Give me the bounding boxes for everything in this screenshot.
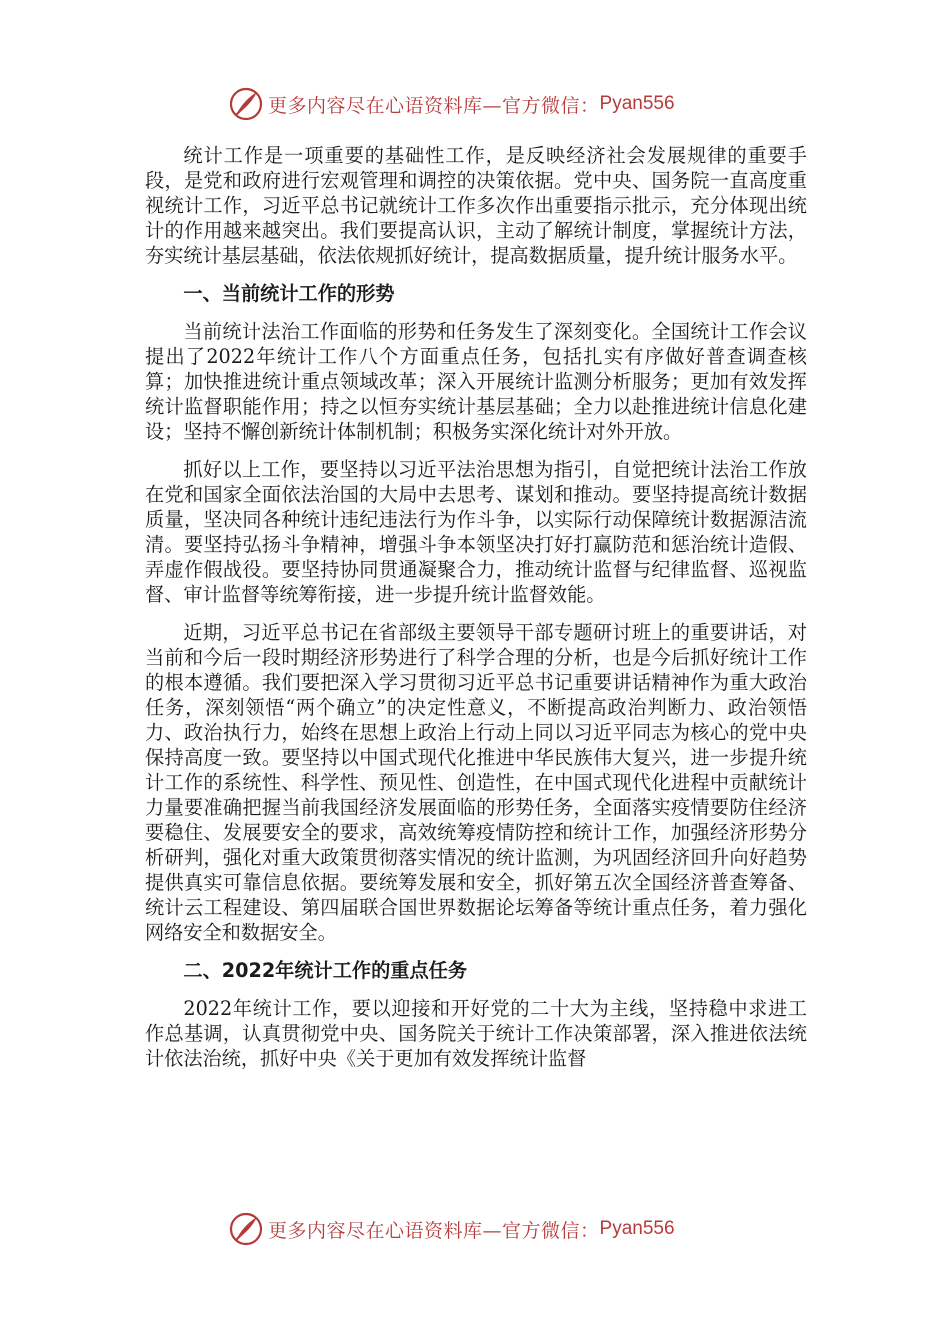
paragraph-situation: 当前统计法治工作面临的形势和任务发生了深刻变化。全国统计工作会议提出了2022年统计工作八个方面重点任务，包括扎实有序做好普查调查核算；加快推进统计重点领域改革；深入开展统计监测分析服务；更加有效发挥统计监督职能作用；持之以恒夯实统计基层基础；全力以赴推进统计信息化建设；坚持不懈创新统计体制机制；积极务实深化统计对外开放。 — [145, 320, 807, 443]
section-heading-1: 一、当前统计工作的形势 — [183, 282, 395, 305]
quill-pen-logo-icon — [228, 1211, 264, 1247]
header-banner[interactable] — [228, 86, 675, 122]
banner-wechat-id: Pyan556 — [599, 93, 675, 114]
quill-pen-logo-icon — [228, 86, 264, 122]
section-heading-2: 二、2022年统计工作的重点任务 — [183, 959, 468, 982]
paragraph-key-tasks: 2022年统计工作，要以迎接和开好党的二十大为主线，坚持稳中求进工作总基调，认真贯彻党中央、国务院关于统计工作决策部署，深入推进依法统计依法治统，抓好中央《关于更加有效发挥统计监督 — [145, 997, 807, 1070]
paragraph-intro: 统计工作是一项重要的基础性工作，是反映经济社会发展规律的重要手段，是党和政府进行宏观管理和调控的决策依据。党中央、国务院一直高度重视统计工作，习近平总书记就统计工作多次作出重要指示批示，充分体现出统计的作用越来越突出。我们要提高认识，主动了解统计制度，掌握统计方法，夯实统计基层基础，依法依规抓好统计，提高数据质量，提升统计服务水平。 — [145, 144, 807, 267]
banner-wechat-id: Pyan556 — [599, 1218, 675, 1239]
paragraph-speech: 近期，习近平总书记在省部级主要领导干部专题研讨班上的重要讲话，对当前和今后一段时期经济形势进行了科学合理的分析，也是今后抓好统计工作的根本遵循。我们要把深入学习贯彻习近平总书记重要讲话精神作为重大政治任务，深刻领悟“两个确立”的决定性意义，不断提高政治判断力、政治领悟力、政治执行力，始终在思想上政治上行动上同以习近平同志为核心的党中央保持高度一致。要坚持以中国式现代化推进中华民族伟大复兴，进一步提升统计工作的系统性、科学性、预见性、创造性，在中国式现代化进程中贡献统计力量要准确把握当前我国经济发展面临的形势任务，全面落实疫情要防住经济要稳住、发展要安全的要求，高效统筹疫情防控和统计工作，加强经济形势分析研判，强化对重大政策贯彻落实情况的统计监测，为巩固经济回升向好趋势提供真实可靠信息依据。要统筹发展和安全，抓好第五次全国经济普查筹备、统计云工程建设、第四届联合国世界数据论坛筹备等统计重点任务，着力强化网络安全和数据安全。 — [145, 621, 807, 944]
banner-text: 更多内容尽在心语资料库—官方微信： — [268, 1219, 600, 1242]
banner-text: 更多内容尽在心语资料库—官方微信： — [268, 94, 600, 117]
document-body — [145, 143, 807, 1084]
paragraph-rule-of-law: 抓好以上工作，要坚持以习近平法治思想为指引，自觉把统计法治工作放在党和国家全面依法治国的大局中去思考、谋划和推动。要坚持提高统计数据质量，坚决同各种统计违纪违法行为作斗争，以实际行动保障统计数据源洁流清。要坚持弘扬斗争精神，增强斗争本领坚决打好打赢防范和惩治统计造假、弄虚作假战役。要坚持协同贯通凝聚合力，推动统计监督与纪律监督、巡视监督、审计监督等统筹衔接，进一步提升统计监督效能。 — [145, 458, 807, 606]
footer-banner[interactable] — [228, 1211, 675, 1247]
